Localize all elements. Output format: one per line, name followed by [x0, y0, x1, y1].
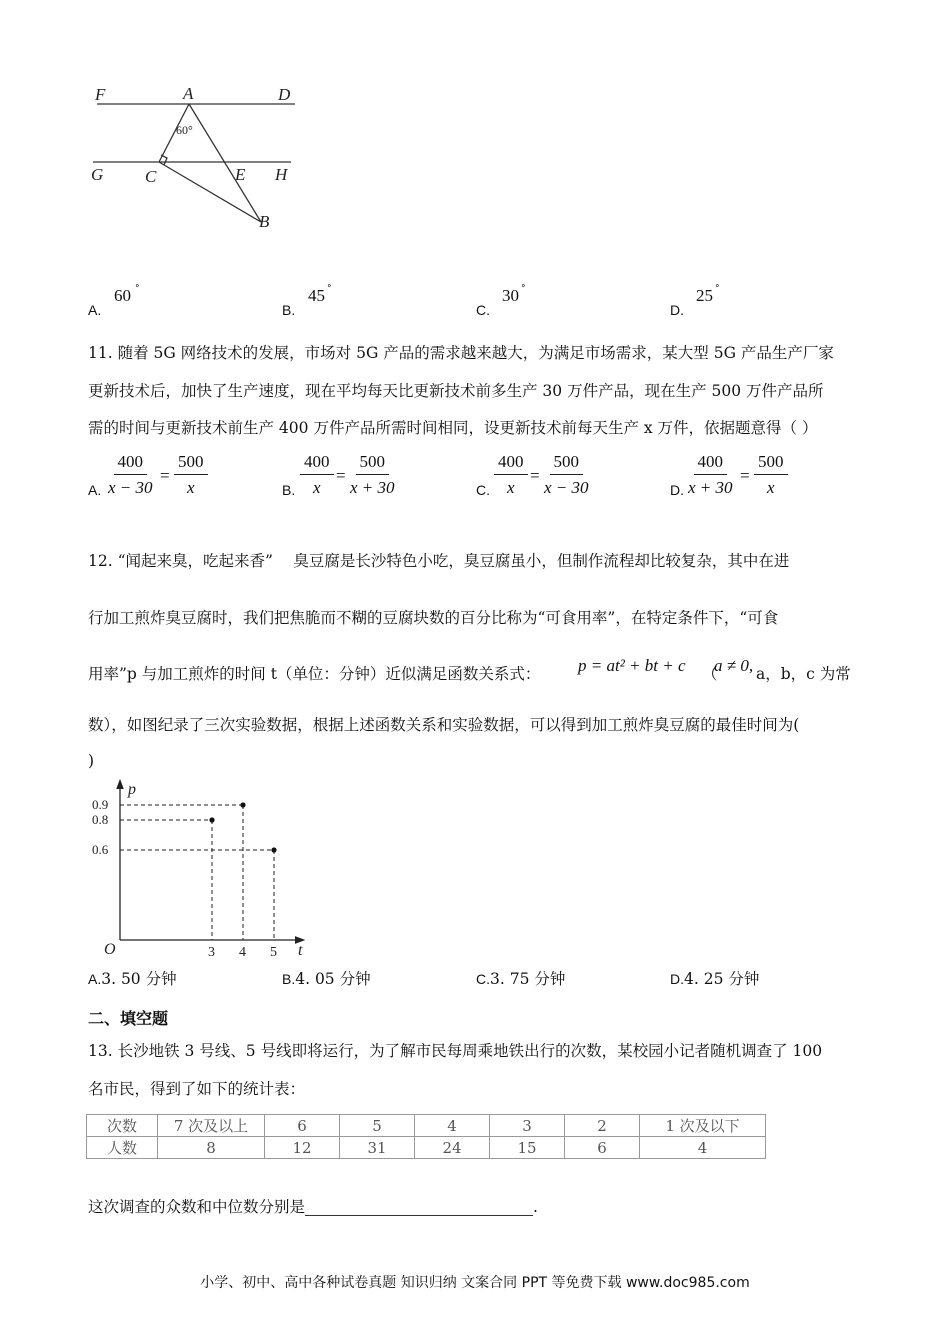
y-tick-label-2: 0.6	[92, 842, 109, 857]
label-f: F	[95, 85, 106, 104]
q11-option-b[interactable]: B. $\frac{400}{x}$ = $\frac{500}{x + 30}$	[282, 452, 395, 498]
section-title: 二、填空题	[88, 1009, 169, 1028]
origin-label: O	[104, 941, 116, 958]
q10-value-a: 60	[114, 286, 131, 305]
q12-option-b[interactable]: B.4. 05 分钟	[282, 970, 371, 988]
x-tick-label-0: 3	[208, 945, 215, 958]
label-a: A	[183, 84, 194, 103]
q11-line-1: 11. 随着 5G 网络技术的发展，市场对 5G 产品的需求越来越大，为满足市场需求，某大型 5G 产品生产厂家	[88, 344, 834, 362]
q12-line-1: 12. “闻起来臭，吃起来香” 臭豆腐是长沙特色小吃，臭豆腐虽小，但制作流程却比较复杂，其中在进	[88, 552, 790, 570]
label-d: D	[278, 85, 291, 104]
q12-option-c[interactable]: C.3. 75 分钟	[476, 970, 566, 988]
data-point-2	[271, 847, 276, 852]
q12-option-a[interactable]: A.3. 50 分钟	[88, 970, 177, 988]
label-b: B	[259, 212, 270, 231]
q11-option-a[interactable]: A. $\frac{400}{x - 30}$ = $\frac{500}{x}$	[88, 452, 278, 500]
q12-line-3a: 用率”p 与加工煎炸的时间 t（单位：分钟）近似满足函数关系式：	[88, 665, 541, 683]
angle-label: 60°	[176, 123, 193, 137]
q12-line-4: 数），如图纪录了三次实验数据，根据上述函数关系和实验数据，可以得到加工煎炸臭豆腐的最佳时间为(	[88, 716, 800, 734]
label-c: C	[145, 167, 157, 186]
q12-line-2: 行加工煎炸臭豆腐时，我们把焦脆而不糊的豆腐块数的百分比称为“可食用率”，在特定条件下，“可食	[88, 609, 779, 627]
q12-condition: a ≠ 0,	[714, 656, 754, 675]
page-footer: 小学、初中、高中各种试卷真题 知识归纳 文案合同 PPT 等免费下载 www.doc985.com	[200, 1275, 750, 1291]
q10-value-d: 25	[696, 286, 713, 305]
q10-option-a[interactable]: A. 60 °	[88, 284, 140, 318]
x-axis-label: t	[298, 942, 303, 958]
y-tick-label-0: 0.9	[92, 797, 109, 812]
x-tick-label-2: 5	[270, 945, 277, 958]
q10-value-b: 45	[308, 286, 325, 305]
data-point-0	[209, 817, 214, 822]
q11-line-2: 更新技术后，加快了生产速度，现在平均每天比更新技术前多生产 30 万件产品，现在生产 500 万件产品所	[88, 382, 824, 400]
data-point-1	[240, 802, 245, 807]
q12-formula: p = at² + bt + c	[578, 656, 686, 675]
q10-option-b[interactable]: B. 45 °	[282, 284, 332, 318]
segment-cb	[159, 162, 261, 222]
q13-line-2: 名市民，得到了如下的统计表：	[88, 1080, 306, 1098]
label-g: G	[91, 165, 104, 184]
geometry-figure	[85, 80, 305, 240]
table-row: 次数 7 次及以上 6 5 4 3 2 1 次及以下	[87, 1115, 766, 1137]
q12-line-5: )	[88, 752, 95, 770]
q11-option-d[interactable]: D. $\frac{400}{x + 30}$ = $\frac{500}{x}$	[670, 452, 860, 500]
statistics-table	[86, 1114, 766, 1159]
segment-ab	[189, 104, 261, 222]
answer-blank[interactable]	[305, 1201, 533, 1216]
y-axis-label: p	[128, 781, 136, 798]
label-e: E	[235, 165, 246, 184]
q10-value-c: 30	[502, 286, 519, 305]
experiment-chart	[88, 778, 318, 958]
label-h: H	[275, 165, 288, 184]
q12-paren: （	[702, 665, 718, 683]
q10-option-d[interactable]: D. 25 °	[670, 284, 720, 318]
y-tick-label-1: 0.8	[92, 812, 109, 827]
q12-line-3c: a，b，c 为常	[756, 665, 851, 683]
q10-option-c[interactable]: C. 30 °	[476, 284, 526, 318]
q11-line-3: 需的时间与更新技术前生产 400 万件产品所需时间相同，设更新技术前每天生产 x 万件，依据题意得（ ）	[88, 419, 818, 437]
q13-line-1: 13. 长沙地铁 3 号线、5 号线即将运行，为了解市民每周乘地铁出行的次数，某校园小记者随机调查了 100	[88, 1042, 823, 1060]
q12-option-d[interactable]: D.4. 25 分钟	[670, 970, 760, 988]
x-tick-label-1: 4	[239, 945, 246, 958]
table-row: 人数 8 12 31 24 15 6 4	[87, 1137, 766, 1159]
q13-question: 这次调查的众数和中位数分别是 .	[88, 1198, 538, 1216]
q11-option-c[interactable]: C. $\frac{400}{x}$ = $\frac{500}{x - 30}$	[476, 452, 589, 498]
